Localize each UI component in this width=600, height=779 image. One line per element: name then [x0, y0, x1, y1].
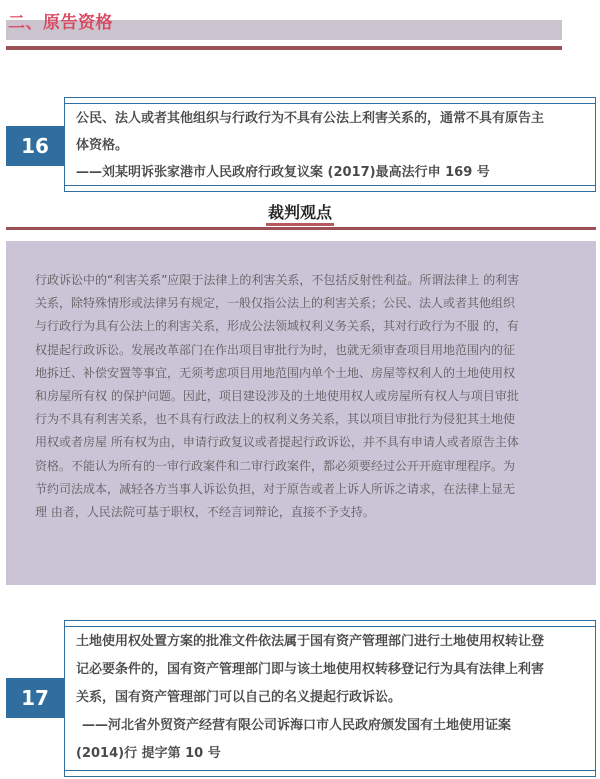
opinion-text [35, 269, 575, 524]
opinion-line: 关系，除特殊情形或法律另有规定，一般仅指公法上的利害关系；公民、法人或者其他组织 [35, 296, 516, 311]
case-line: 记必要条件的，国有资产管理部门即与该土地使用权转移登记行为具有法律上利害 [76, 662, 545, 677]
case-citation: ——刘某明诉张家港市人民政府行政复议案 (2017)最高法行申 169 号 [76, 165, 490, 180]
section-header [6, 0, 562, 52]
opinion-line: 和房屋所有权 的保护问题。因此，项目建设涉及的土地使用权人或房屋所有权人与项目审批 [35, 389, 519, 404]
opinion-line: 权提起行政诉讼。发展改革部门在作出项目审批行为时，也就无须审查项目用地范围内的征 [35, 342, 516, 357]
opinion-line: 节约司法成本，减轻各方当事人诉讼负担，对于原告或者上诉人所诉之请求，在法律上显无 [35, 481, 516, 496]
opinion-line: 行政诉讼中的“利害关系”应限于法律上的利害关系，不包括反射性利益。所谓法律上 的利害 [35, 273, 520, 287]
case-frame-right [595, 97, 596, 192]
case-card-16 [6, 97, 596, 192]
case-summary [76, 105, 586, 186]
case-line: 土地使用权处置方案的批准文件依法属于国有资产管理部门进行土地使用权转让登 [76, 634, 545, 649]
case-summary [76, 628, 586, 768]
opinion-line: 与行政行为具有公法上的利害关系，形成公法领域权利义务关系，其对行政行为不服 的，有 [35, 319, 519, 334]
case-number-badge: 16 [6, 126, 64, 166]
case-frame-top [64, 97, 596, 104]
opinion-box [6, 241, 596, 585]
case-frame-left [64, 97, 65, 192]
opinion-line: 地拆迁、补偿安置等事宜，无须考虑项目用地范围内单个土地、房屋等权利人的土地使用权 [35, 365, 516, 380]
section-title: 二、原告资格 [8, 13, 113, 33]
opinion-line: 行为不具有利害关系，也不具有行政法上的权利义务关系，其以项目审批行为侵犯其土地使 [35, 412, 516, 427]
opinion-line: 用权或者房屋 所有权为由，申请行政复议或者提起行政诉讼，并不具有申请人或者原告主体 [35, 435, 519, 450]
case-frame-left [64, 620, 65, 777]
opinion-divider [6, 227, 596, 230]
case-frame-bottom [64, 185, 596, 192]
opinion-title-underline [266, 223, 334, 226]
opinion-line: 资格。不能认为所有的一审行政案件和二审行政案件，都必须要经过公开开庭审理程序。为 [35, 458, 516, 473]
section-divider [6, 46, 562, 50]
case-frame-right [595, 620, 596, 777]
case-line: 关系，国有资产管理部门可以自己的名义提起行政诉讼。 [76, 690, 402, 705]
case-citation: (2014)行 提字第 10 号 [76, 746, 221, 761]
case-line: 体资格。 [76, 138, 129, 153]
case-number-badge: 17 [6, 678, 64, 718]
opinion-title: 裁判观点 [267, 203, 332, 222]
opinion-line: 理 由者，人民法院可基于职权，不经言词辩论，直接不予支持。 [35, 505, 375, 520]
case-frame-bottom [64, 770, 596, 777]
case-card-17 [6, 620, 596, 777]
case-line: 公民、法人或者其他组织与行政行为不具有公法上利害关系的，通常不具有原告主 [76, 111, 545, 126]
case-citation: ——河北省外贸资产经营有限公司诉海口市人民政府颁发国有土地使用证案 [82, 718, 512, 733]
case-frame-top [64, 620, 596, 627]
